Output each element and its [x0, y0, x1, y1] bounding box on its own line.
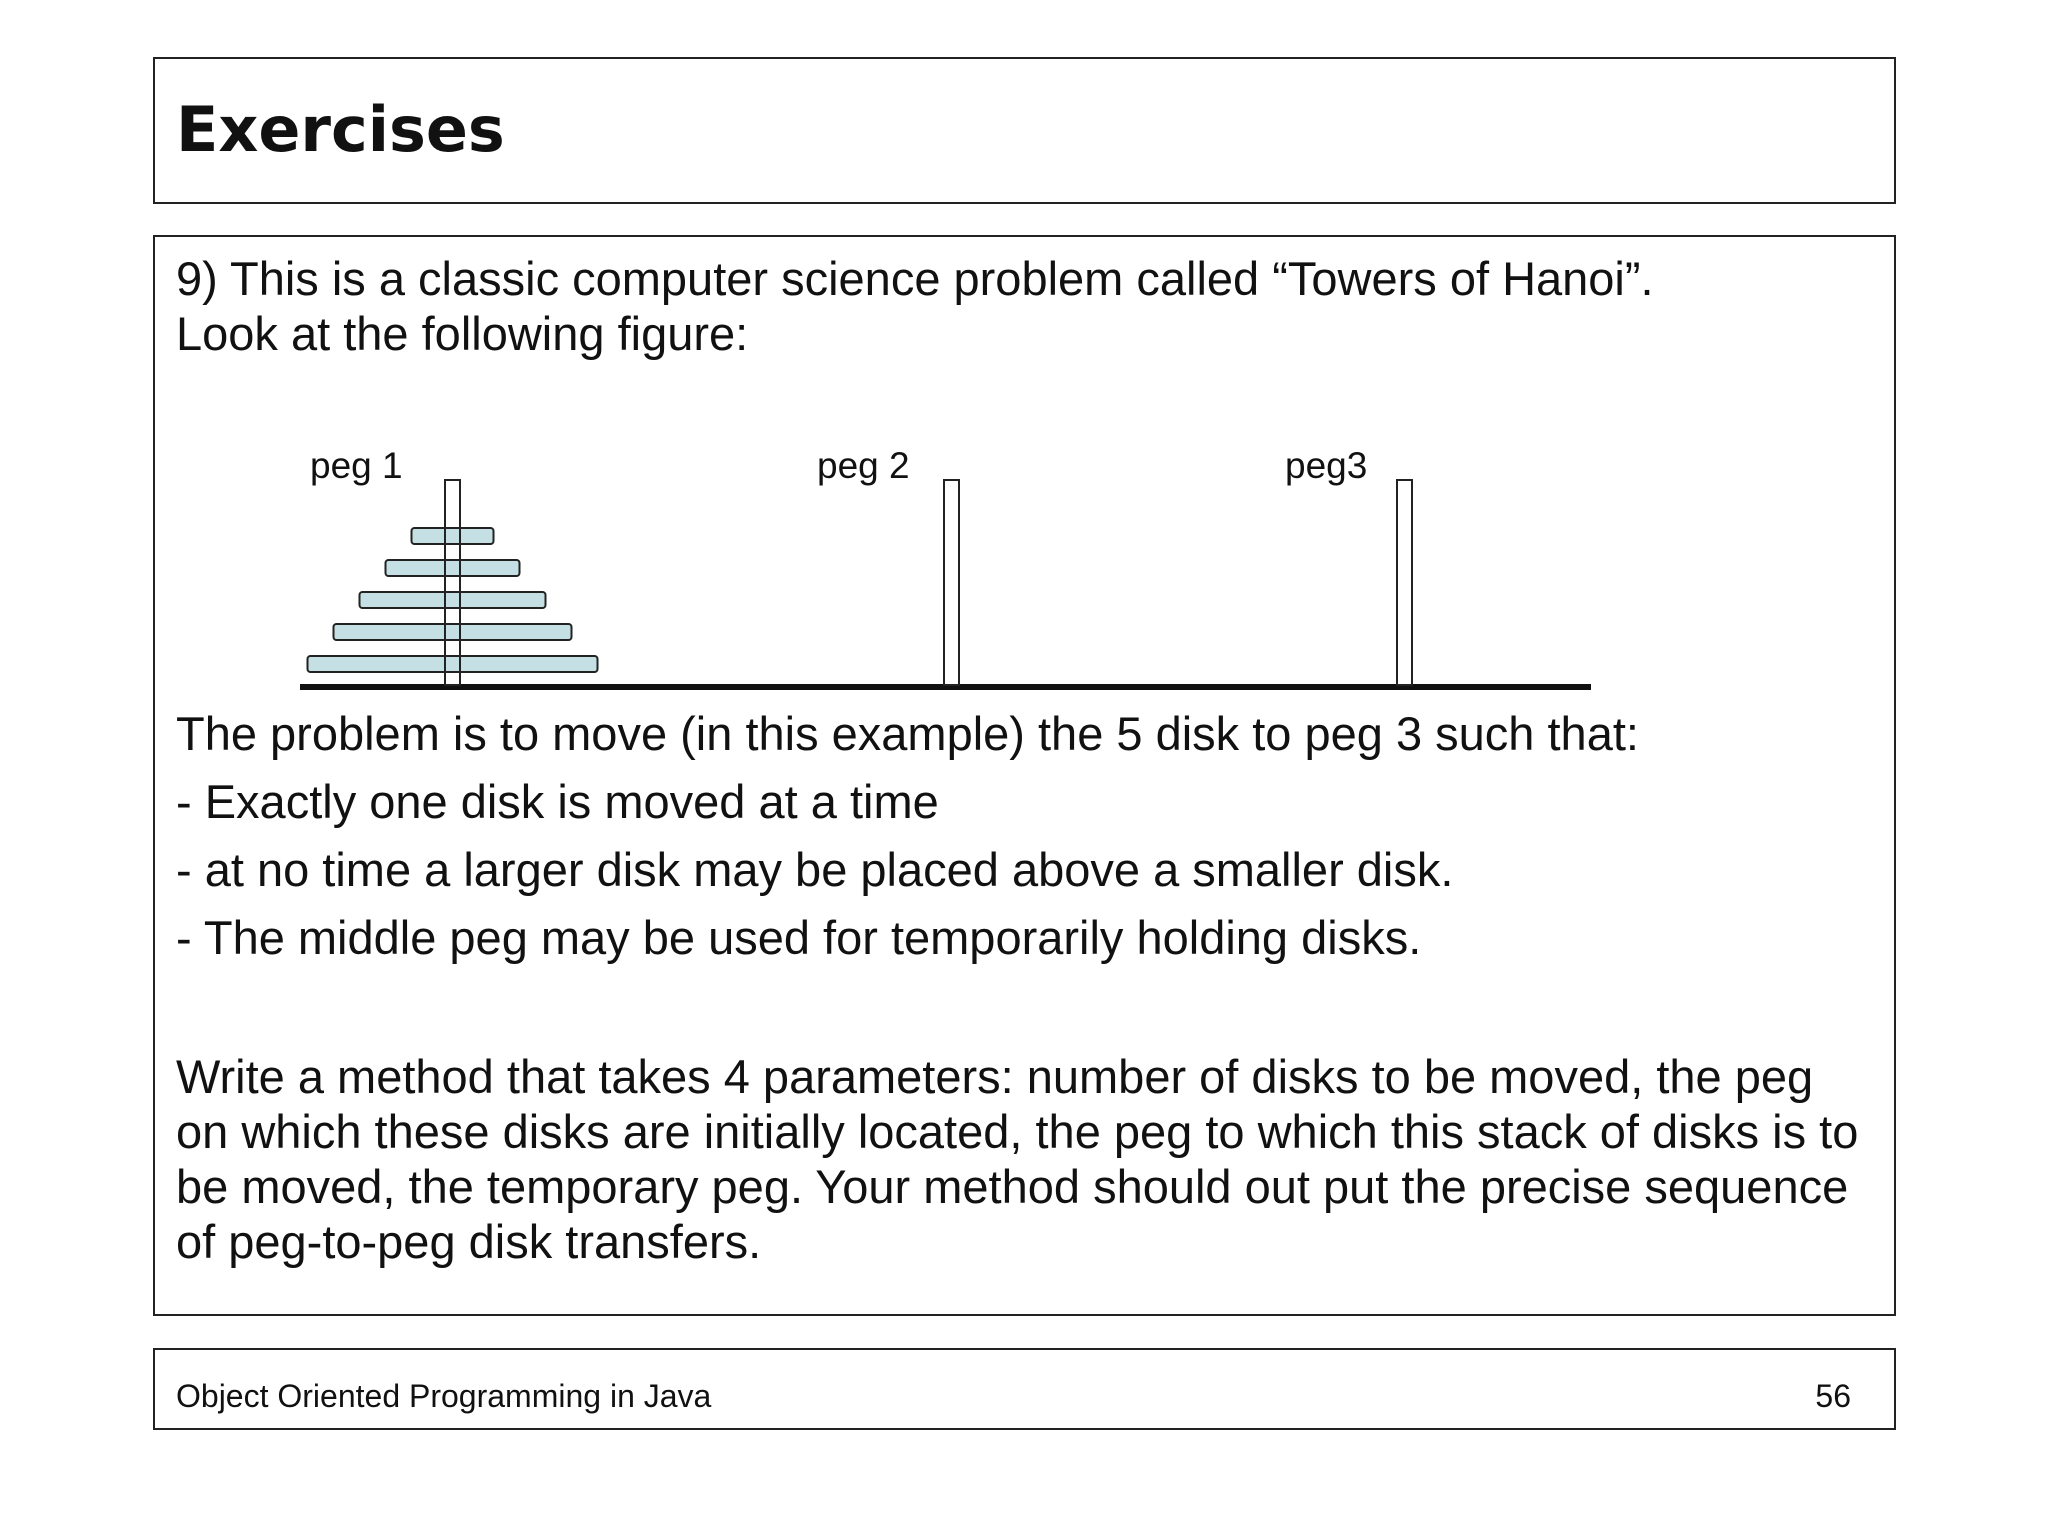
peg-2 — [944, 480, 959, 685]
disk — [334, 624, 572, 640]
slide-title: Exercises — [176, 93, 505, 166]
peg-3 — [1397, 480, 1412, 685]
disk — [412, 528, 494, 544]
disk — [308, 656, 598, 672]
peg-1 — [445, 480, 460, 685]
footer — [153, 1348, 1896, 1430]
peg-3-label: peg3 — [1285, 445, 1368, 486]
intro-line-2: Look at the following figure: — [176, 307, 749, 360]
intro-line-1: 9) This is a classic computer science problem called “Towers of Hanoi”. — [176, 252, 1654, 305]
rule-item: - The middle peg may be used for temporarily holding disks. — [176, 911, 1422, 964]
course-title: Object Oriented Programming in Java — [176, 1378, 712, 1414]
task-description: Write a method that takes 4 parameters: number of disks to be moved, the peg on which these disks are initially located, the peg to which this stack of disks is to be moved, the temporary peg. Your method should out put the precise sequence of peg-to-peg disk transfers. — [176, 1050, 1859, 1268]
rules-intro: The problem is to move (in this example) the 5 disk to peg 3 such that: — [176, 707, 1639, 760]
disk — [360, 592, 546, 608]
towers-of-hanoi-figure — [155, 237, 1894, 707]
rules-section — [176, 706, 1876, 965]
rule-item: - at no time a larger disk may be placed above a smaller disk. — [176, 843, 1454, 896]
rule-item: - Exactly one disk is moved at a time — [176, 775, 939, 828]
content-box — [153, 235, 1896, 1316]
peg-2-label: peg 2 — [817, 445, 910, 486]
page-number: 56 — [1815, 1378, 1851, 1414]
disk — [386, 560, 520, 576]
peg-1-label: peg 1 — [310, 445, 403, 486]
title-box — [153, 57, 1896, 204]
